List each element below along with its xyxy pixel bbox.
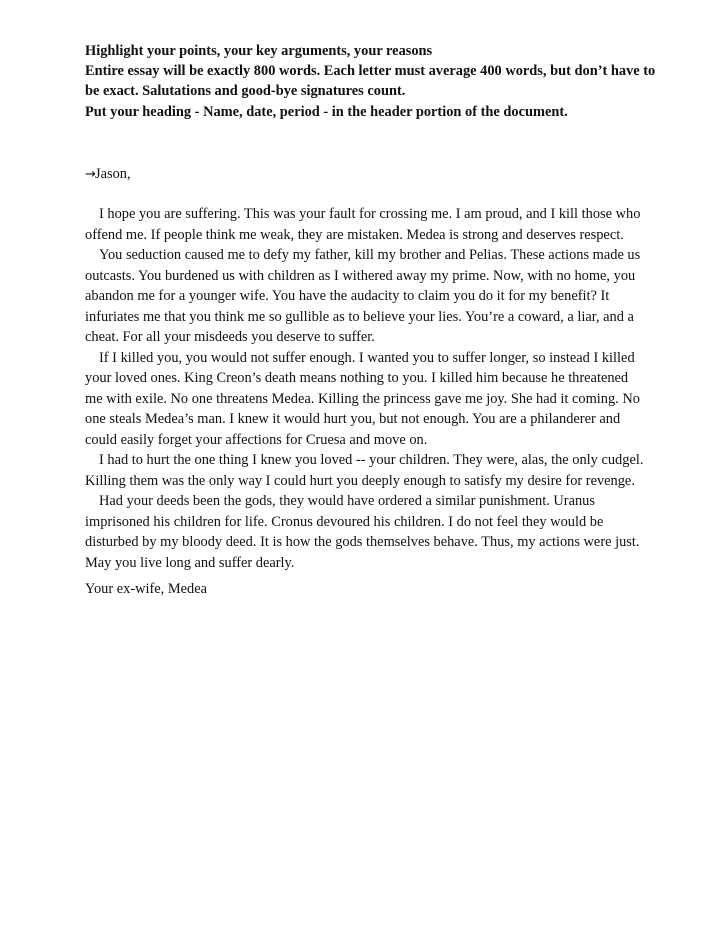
letter-body (85, 204, 645, 573)
letter-paragraph-4: I had to hurt the one thing I knew you loved -- your children. They were, alas, the only cudgel. Killing them was the only way I could hurt you deeply enough to satisfy my desire for revenge. (85, 452, 644, 489)
letter-paragraph-3: If I killed you, you would not suffer enough. I wanted you to suffer longer, so instead I killed your loved ones. King Creon’s death means nothing to you. I killed him because he threatened me with exile. No one threatens Medea. Killing the princess gave me joy. She had it coming. No one steals Medea’s man. I knew it would hurt you, but not enough. You are a philanderer and could easily forget your affections for Cruesa and move on. (85, 349, 640, 448)
instruction-line-2: Entire essay will be exactly 800 words. Each letter must average 400 words, but don’t have to be exact. Salutations and good-bye signatures count. (85, 63, 656, 100)
arrow-right-icon: → (85, 167, 96, 182)
letter-salutation (85, 164, 131, 185)
letter-paragraph-1: I hope you are suffering. This was your fault for crossing me. I am proud, and I kill those who offend me. If people think me weak, they are mistaken. Medea is strong and deserves respect. (85, 206, 641, 243)
instruction-line-1: Highlight your points, your key arguments, your reasons (85, 43, 433, 59)
letter-signoff: Your ex-wife, Medea (85, 581, 208, 597)
instruction-line-3: Put your heading - Name, date, period - in the header portion of the document. (85, 103, 568, 120)
letter-paragraph-5: Had your deeds been the gods, they would have ordered a similar punishment. Uranus imprisoned his children for life. Cronus devoured his children. I do not feel they would be disturbed by my bloody deed. It is how the gods themselves behave. Thus, my actions were just. May you live long and suffer dearly. (85, 493, 640, 571)
assignment-instructions (85, 41, 660, 122)
letter-paragraph-2: You seduction caused me to defy my father, kill my brother and Pelias. These actions made us outcasts. You burdened us with children as I withered away my prime. Now, with no home, you abandon me for a younger wife. You have the audacity to claim you do it for my benefit? It infuriates me that you think me so gullible as to believe your lies. You’re a coward, a liar, and a cheat. For all your misdeeds you deserve to suffer. (85, 247, 641, 345)
salutation-text: Jason, (95, 166, 131, 182)
